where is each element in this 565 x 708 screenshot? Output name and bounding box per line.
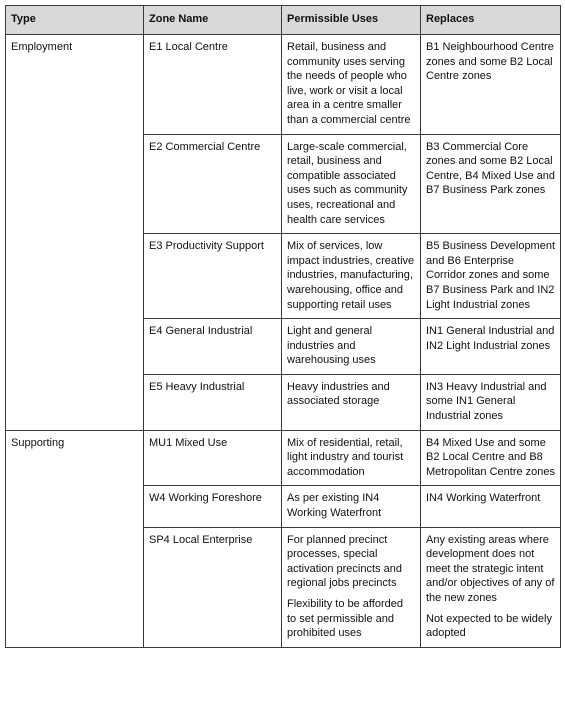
zone-name-cell: SP4 Local Enterprise	[144, 527, 282, 647]
replaces-cell	[421, 319, 561, 375]
replaces-cell	[421, 234, 561, 319]
permissible-uses-cell	[282, 486, 421, 527]
replaces-cell	[421, 486, 561, 527]
replaces-cell	[421, 527, 561, 647]
table-row	[6, 35, 561, 135]
permissible-uses-text: Mix of services, low impact industries, creative industries, manufacturing, warehousing, office and supporting retail uses	[287, 240, 415, 311]
permissible-uses-text: Mix of residential, retail, light industry and tourist accommodation	[287, 436, 404, 478]
permissible-uses-text: As per existing IN4 Working Waterfront	[287, 492, 382, 520]
permissible-uses-cell	[282, 319, 421, 375]
replaces-text: Any existing areas where development does not meet the strategic intent and/or objectives of any of the new zones	[426, 533, 555, 604]
zone-name-cell: E5 Heavy Industrial	[144, 374, 282, 430]
zone-name-cell: E2 Commercial Centre	[144, 134, 282, 234]
replaces-text: IN3 Heavy Industrial and some IN1 General Industrial zones	[426, 380, 547, 423]
zone-name-cell: E1 Local Centre	[144, 35, 282, 135]
replaces-text: Not expected to be widely adopted	[426, 612, 552, 640]
permissible-uses-text: Retail, business and community uses serving the needs of people who live, work or visit a local area in a centre smaller than a commercial centre	[287, 41, 411, 126]
header-type: Type	[6, 6, 144, 35]
table-row	[6, 430, 561, 486]
replaces-text: B4 Mixed Use and some B2 Local Centre and B8 Metropolitan Centre zones	[426, 436, 556, 478]
permissible-uses-text: Light and general industries and warehousing uses	[287, 325, 376, 367]
permissible-uses-text: For planned precinct processes, special activation precincts and regional jobs precincts	[287, 533, 402, 590]
permissible-uses-text: Large-scale commercial, retail, business and compatible associated uses such as community uses, recreational and health care services	[287, 140, 408, 226]
permissible-uses-cell	[282, 234, 421, 319]
type-cell: Employment	[6, 35, 144, 431]
replaces-text: IN1 General Industrial and IN2 Light Industrial zones	[426, 325, 555, 352]
zones-table	[5, 5, 561, 648]
permissible-uses-cell	[282, 374, 421, 430]
zone-name-cell: E4 General Industrial	[144, 319, 282, 375]
replaces-text: IN4 Working Waterfront	[426, 492, 541, 505]
header-row	[6, 6, 561, 35]
header-permissible-uses: Permissible Uses	[282, 6, 421, 35]
permissible-uses-text: Flexibility to be afforded to set permissible and prohibited uses	[287, 598, 403, 640]
type-cell: Supporting	[6, 430, 144, 647]
zone-name-cell: E3 Productivity Support	[144, 234, 282, 319]
permissible-uses-cell	[282, 35, 421, 135]
replaces-cell	[421, 374, 561, 430]
zone-name-cell: W4 Working Foreshore	[144, 486, 282, 527]
replaces-cell	[421, 430, 561, 486]
replaces-cell	[421, 35, 561, 135]
permissible-uses-cell	[282, 134, 421, 234]
replaces-text: B1 Neighbourhood Centre zones and some B2 Local Centre zones	[426, 41, 554, 83]
table-body	[6, 35, 561, 648]
permissible-uses-text: Heavy industries and associated storage	[287, 380, 390, 408]
replaces-text: B5 Business Development and B6 Enterprise Corridor zones and some B7 Business Park and IN2 Light Industrial zones	[426, 240, 556, 311]
zone-name-cell: MU1 Mixed Use	[144, 430, 282, 486]
permissible-uses-cell	[282, 430, 421, 486]
permissible-uses-cell	[282, 527, 421, 647]
header-replaces: Replaces	[421, 6, 561, 35]
header-zone-name: Zone Name	[144, 6, 282, 35]
replaces-cell	[421, 134, 561, 234]
replaces-text: B3 Commercial Core zones and some B2 Local Centre, B4 Mixed Use and B7 Business Park zones	[426, 140, 556, 197]
